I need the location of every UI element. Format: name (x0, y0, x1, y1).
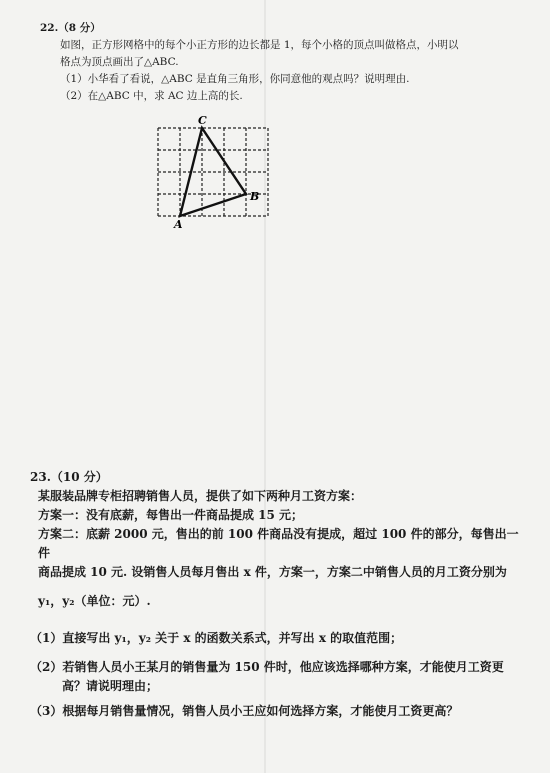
question-points: （8 分） (58, 22, 101, 34)
question-23-part-1: （1）直接写出 y₁，y₂ 关于 x 的函数关系式，并写出 x 的取值范围； (30, 631, 403, 645)
question-23-part-2-line-2: 高？请说明理由； (62, 679, 159, 693)
question-22-part-2: （2）在△ABC 中，求 AC 边上高的长. (60, 90, 243, 102)
question-23-header (30, 468, 530, 487)
grid-triangle-figure (150, 112, 300, 230)
question-23-part-2-line-1: （2）若销售人员小王某月的销售量为 150 件时，他应该选择哪种方案，才能使月工资更 (30, 660, 504, 674)
question-number: 23. (30, 470, 51, 484)
question-23-plan-2-line-3: y₁，y₂（单位：元）. (38, 594, 151, 608)
question-23-plan-2-line-1: 方案二：底薪 2000 元，售出的前 100 件商品没有提成，超过 100 件的部分，每售出一件 (38, 527, 519, 560)
question-23-part-3: （3）根据每月销售量情况，销售人员小王应如何选择方案，才能使月工资更高？ (30, 704, 459, 718)
question-23-plan-1: 方案一：没有底薪，每售出一件商品提成 15 元； (38, 508, 304, 522)
question-23 (30, 468, 530, 721)
question-22 (40, 20, 520, 105)
question-number: 22. (40, 22, 59, 34)
vertex-label-c: C (198, 114, 207, 127)
vertex-label-b: B (250, 190, 260, 203)
question-22-intro-line-2: 格点为顶点画出了△ABC. (60, 56, 179, 68)
question-22-header (40, 20, 520, 37)
question-23-plan-2-line-2: 商品提成 10 元. 设销售人员每月售出 x 件，方案一，方案二中销售人员的月工资分别为 (38, 565, 507, 579)
question-22-intro-line-1: 如图，正方形网格中的每个小正方形的边长都是 1，每个小格的顶点叫做格点，小明以 (60, 39, 459, 51)
vertex-label-a: A (174, 218, 183, 230)
question-23-intro: 某服装品牌专柜招聘销售人员，提供了如下两种月工资方案： (38, 489, 363, 503)
question-22-part-1: （1）小华看了看说，△ABC 是直角三角形，你同意他的观点吗？说明理由. (60, 73, 410, 85)
question-points: （10 分） (50, 470, 108, 484)
